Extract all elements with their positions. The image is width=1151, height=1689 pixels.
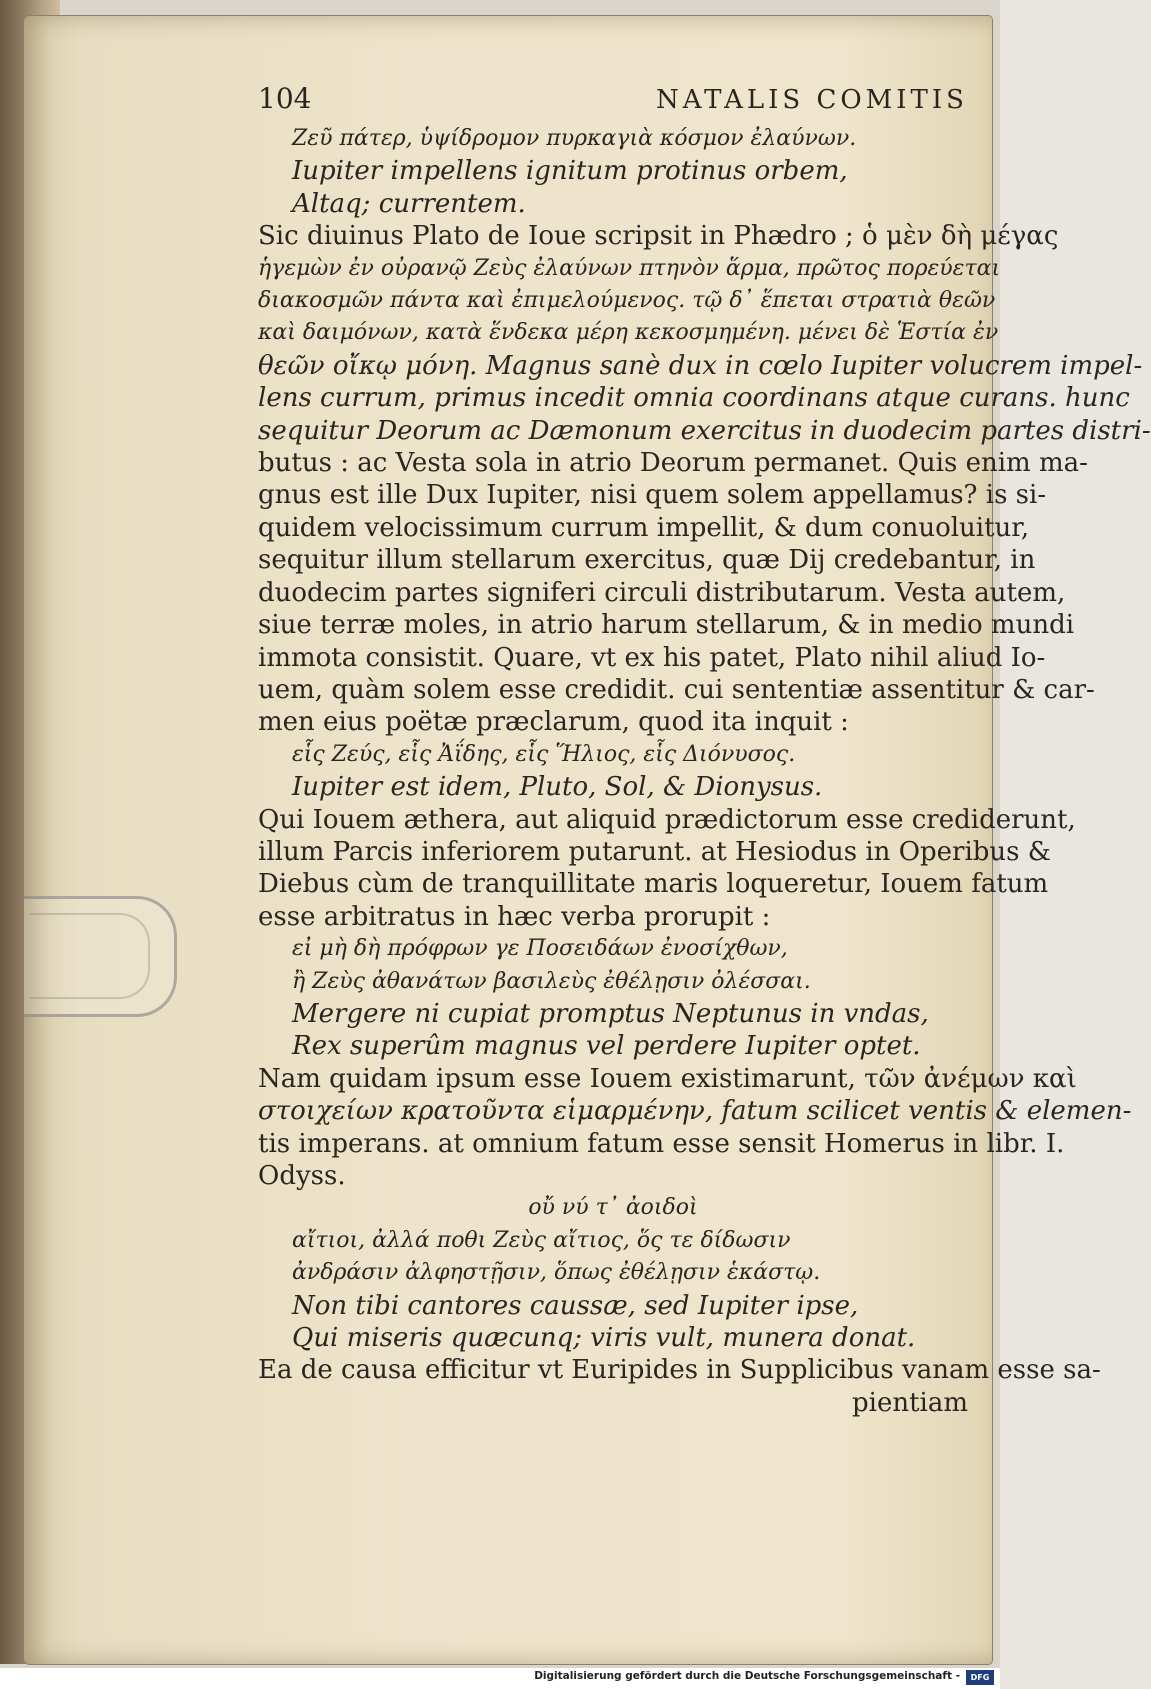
text-line: Ea de causa efficitur vt Euripides in Supplicibus vanam esse sa-: [258, 1355, 1101, 1386]
text-line: Sic diuinus Plato de Ioue scripsit in Phædro ; ὁ μὲν δὴ μέγας: [258, 221, 1059, 252]
page-clip: [24, 896, 177, 1017]
text-line: θεῶν οἴκῳ μόνη. Magnus sanè dux in cœlo Iupiter volucrem impel-: [258, 350, 1143, 381]
page-clip-inner: [30, 913, 150, 999]
text-lines: [258, 123, 1151, 1419]
text-line: στοιχείων κρατοῦντα εἱμαρμένην, fatum scilicet ventis & elemen-: [258, 1096, 1132, 1127]
text-line: οὔ νύ τ᾽ ἀοιδοὶ: [528, 1195, 698, 1221]
text-line: butus : ac Vesta sola in atrio Deorum permanet. Quis enim ma-: [258, 448, 1088, 479]
text-line: quidem velocissimum currum impellit, & dum conuoluitur,: [258, 512, 1030, 543]
text-line: αἴτιοι, ἀλλά ποθι Ζεὺς αἴτιος, ὅς τε δίδωσιν: [292, 1227, 791, 1253]
text-line: Ζεῦ πάτερ, ὑψίδρομον πυρκαγιὰ κόσμον ἐλαύνων.: [292, 126, 857, 151]
text-line: men eius poëtæ præclarum, quod ita inquit :: [258, 707, 849, 738]
text-line: εἰ μὴ δὴ πρόφρων γε Ποσειδάων ἐνοσίχθων,: [292, 936, 788, 962]
text-line: sequitur Deorum ac Dæmonum exercitus in duodecim partes distri-: [258, 415, 1151, 446]
text-line: Non tibi cantores caussæ, sed Iupiter ipse,: [292, 1290, 859, 1321]
text-line: διακοσμῶν πάντα καὶ ἐπιμελούμενος. τῷ δ᾽ ἕπεται στρατιὰ θεῶν: [258, 288, 996, 314]
text-line: tis imperans. at omnium fatum esse sensit Homerus in libr. I.: [258, 1128, 1065, 1159]
dfg-logo: DFG: [966, 1670, 994, 1685]
text-line: sequitur illum stellarum exercitus, quæ Dij credebantur, in: [258, 545, 1036, 576]
text-line: Qui miseris quæcunq; viris vult, munera donat.: [292, 1323, 916, 1354]
text-line: Rex superûm magnus vel perdere Iupiter optet.: [292, 1031, 921, 1062]
digitization-footer: [0, 1668, 1000, 1689]
text-line: Iupiter est idem, Pluto, Sol, & Dionysus.: [292, 772, 823, 803]
text-line: ἡγεμὼν ἐν οὐρανῷ Ζεὺς ἐλαύνων πτηνὸν ἅρμα, πρῶτος πορεύεται: [258, 255, 1001, 281]
text-line: Mergere ni cupiat promptus Neptunus in vndas,: [292, 998, 929, 1029]
text-line: Odyss.: [258, 1161, 346, 1191]
text-line: illum Parcis inferiorem putarunt. at Hesiodus in Operibus &: [258, 836, 1051, 867]
text-line: siue terræ moles, in atrio harum stellarum, & in medio mundi: [258, 610, 1075, 641]
text-line: Qui Iouem æthera, aut aliquid prædictorum esse crediderunt,: [258, 804, 1076, 835]
text-line: gnus est ille Dux Iupiter, nisi quem solem appellamus? is si-: [258, 480, 1047, 511]
text-line: immota consistit. Quare, vt ex his patet, Plato nihil aliud Io-: [258, 642, 1046, 673]
running-head: NATALIS COMITIS: [656, 85, 968, 115]
text-line: Nam quidam ipsum esse Iouem existimarunt, τῶν ἀνέμων καὶ: [258, 1063, 1077, 1094]
footer-credit: Digitalisierung gefördert durch die Deutsche Forschungsgemeinschaft -: [534, 1670, 960, 1682]
text-line: ἀνδράσιν ἀλφηστῇσιν, ὅπως ἐθέλῃσιν ἑκάστῳ.: [292, 1260, 821, 1286]
text-line: uem, quàm solem esse credidit. cui sententiæ assentitur & car-: [258, 674, 1095, 705]
page-number: 104: [258, 82, 312, 115]
text-line: Iupiter impellens ignitum protinus orbem,: [292, 156, 848, 187]
text-line: Altaq; currentem.: [292, 188, 526, 219]
text-line: ἢ Ζεὺς ἀθανάτων βασιλεὺς ἐθέλῃσιν ὀλέσσαι.: [292, 968, 811, 994]
text-line: καὶ δαιμόνων, κατὰ ἕνδεκα μέρη κεκοσμημένη. μένει δὲ Ἑστία ἐν: [258, 320, 999, 346]
page-header: [258, 82, 968, 115]
text-line: duodecim partes signiferi circuli distributarum. Vesta autem,: [258, 577, 1066, 608]
text-line: Diebus cùm de tranquillitate maris loqueretur, Iouem fatum: [258, 869, 1049, 900]
text-line: lens currum, primus incedit omnia coordinans atque curans. hunc: [258, 383, 1130, 414]
text-line: esse arbitratus in hæc verba prorupit :: [258, 901, 771, 932]
text-block: [258, 82, 1151, 1419]
text-line: pientiam: [851, 1387, 968, 1418]
text-line: εἷς Ζεύς, εἷς Ἀΐδης, εἷς Ἥλιος, εἷς Διόνυσος.: [292, 741, 796, 767]
